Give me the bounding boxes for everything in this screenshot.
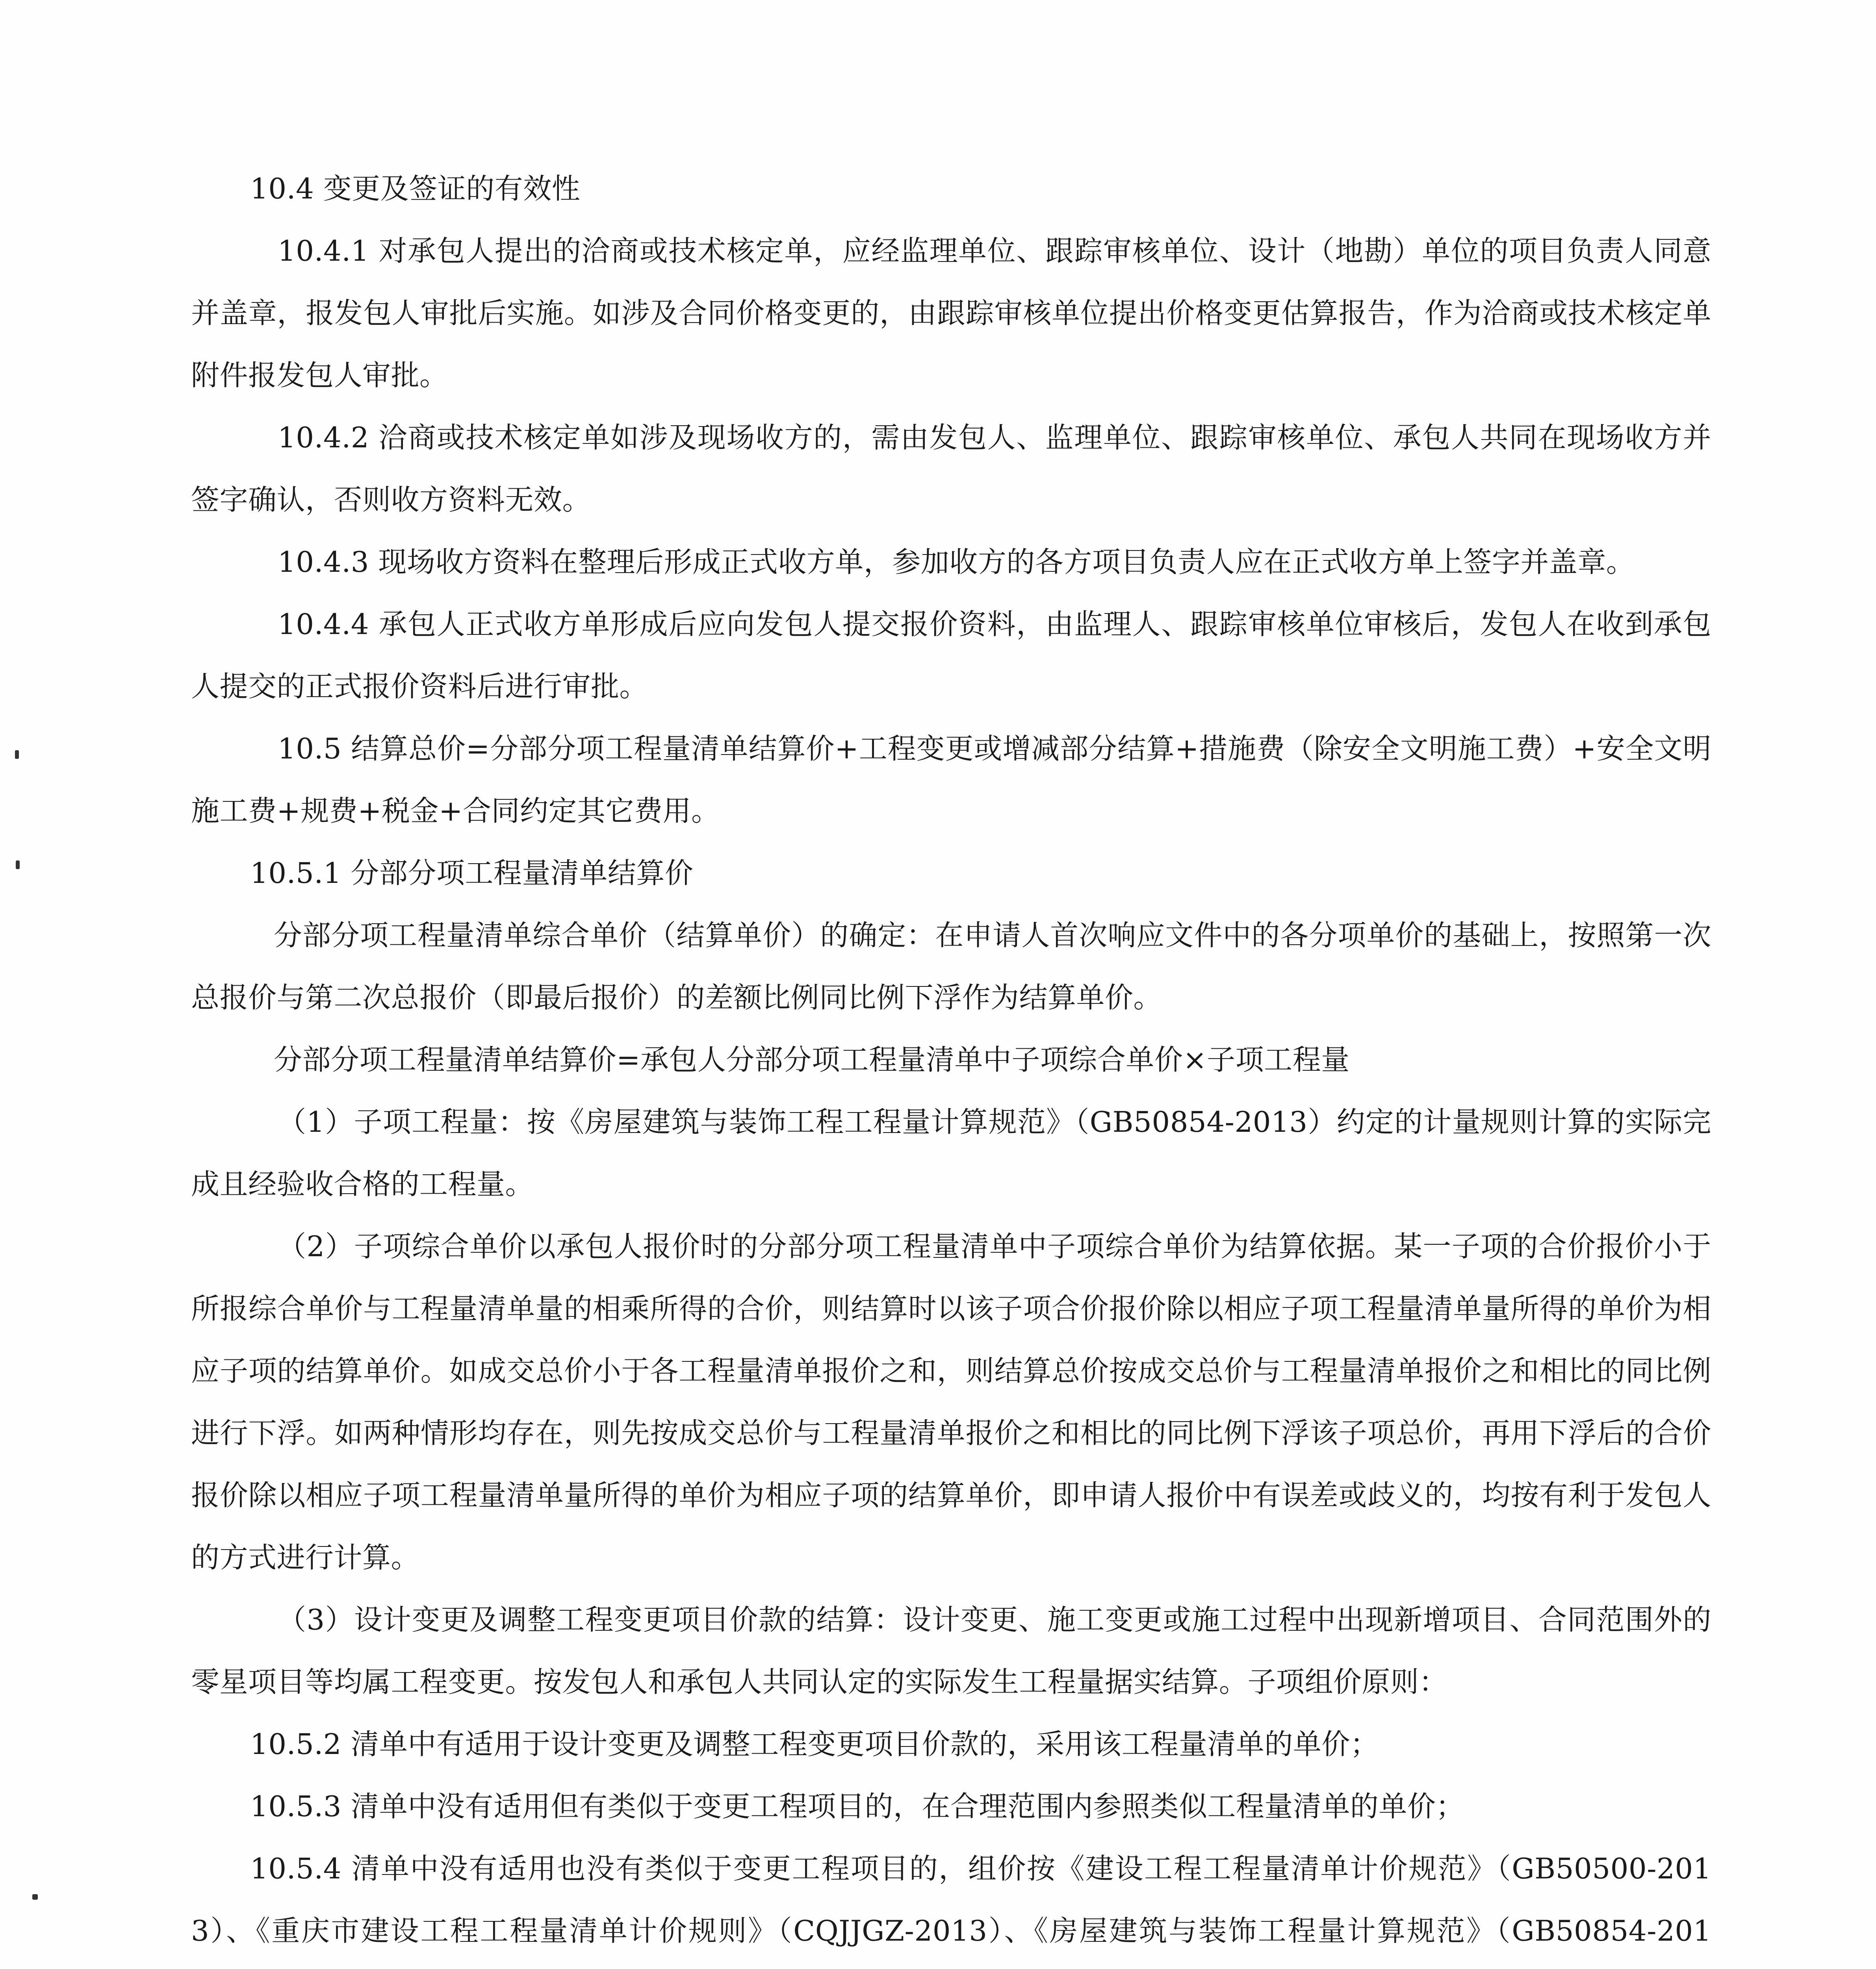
paragraph-10-5: 10.5 结算总价=分部分项工程量清单结算价+工程变更或增减部分结算+措施费（除安全文明施工费）+安全文明施工费+规费+税金+合同约定其它费用。 (191, 732, 1711, 827)
paragraph-10-4-1: 10.4.1 对承包人提出的洽商或技术核定单，应经监理单位、跟踪审核单位、设计（地勘）单位的项目负责人同意并盖章，报发包人审批后实施。如涉及合同价格变更的，由跟踪审核单位提出价格变更估算报告，作为洽商或技术核定单附件报发包人审批。 (191, 234, 1711, 392)
paragraph-10-5-3: 10.5.3 清单中没有适用但有类似于变更工程项目的，在合理范围内参照类似工程量清单的单价； (250, 1790, 1464, 1823)
paragraph-item-2-unit-price: （2）子项综合单价以承包人报价时的分部分项工程量清单中子项综合单价为结算依据。某一子项的合价报价小于所报综合单价与工程量清单量的相乘所得的合价，则结算时以该子项合价报价除以相应子项工程量清单量所得的单价为相应子项的结算单价。如成交总价小于各工程量清单报价之和，则结算总价按成交总价与工程量清单报价之和相比的同比例进行下浮。如两种情形均存在，则先按成交总价与工程量清单报价之和相比的同比例下浮该子项总价，再用下浮后的合价报价除以相应子项工程量清单量所得的单价为相应子项的结算单价，即申请人报价中有误差或歧义的，均按有利于发包人的方式进行计算。 (191, 1230, 1711, 1574)
paragraph-10-4-2: 10.4.2 洽商或技术核定单如涉及现场收方的，需由发包人、监理单位、跟踪审核单位、承包人共同在现场收方并签字确认，否则收方资料无效。 (191, 421, 1711, 516)
paragraph-10-4-4: 10.4.4 承包人正式收方单形成后应向发包人提交报价资料，由监理人、跟踪审核单位审核后，发包人在收到承包人提交的正式报价资料后进行审批。 (191, 608, 1711, 703)
document-body (191, 158, 1711, 1969)
paragraph-item-1-quantity: （1）子项工程量：按《房屋建筑与装饰工程工程量计算规范》（GB50854-2013）约定的计量规则计算的实际完成且经验收合格的工程量。 (191, 1105, 1711, 1201)
section-heading-10-5-1: 10.5.1 分部分项工程量清单结算价 (250, 857, 694, 890)
paragraph-item-3-design-change: （3）设计变更及调整工程变更项目价款的结算：设计变更、施工变更或施工过程中出现新增项目、合同范围外的零星项目等均属工程变更。按发包人和承包人共同认定的实际发生工程量据实结算。子项组价原则： (191, 1603, 1711, 1698)
paragraph-10-4-3: 10.4.3 现场收方资料在整理后形成正式收方单，参加收方的各方项目负责人应在正式收方单上签字并盖章。 (278, 545, 1635, 578)
paragraph-unit-price-definition: 分部分项工程量清单综合单价（结算单价）的确定：在申请人首次响应文件中的各分项单价的基础上，按照第一次总报价与第二次总报价（即最后报价）的差额比例同比例下浮作为结算单价。 (191, 919, 1711, 1014)
paragraph-10-5-2: 10.5.2 清单中有适用于设计变更及调整工程变更项目价款的，采用该工程量清单的单价； (250, 1728, 1379, 1761)
scan-mark (16, 860, 20, 869)
scan-mark (32, 1894, 38, 1900)
section-heading-10-4: 10.4 变更及签证的有效性 (250, 172, 581, 205)
paragraph-settlement-formula: 分部分项工程量清单结算价=承包人分部分项工程量清单中子项综合单价×子项工程量 (274, 1043, 1350, 1076)
paragraph-10-5-4: 10.5.4 清单中没有适用也没有类似于变更工程项目的，组价按《建设工程工程量清单计价规范》（GB50500-2013）、《重庆市建设工程工程量清单计价规则》（CQJJGZ-2013）、《房屋建筑与装饰工程量计算规范》（GB50854-201 (191, 1852, 1711, 1947)
scan-mark (15, 750, 19, 759)
